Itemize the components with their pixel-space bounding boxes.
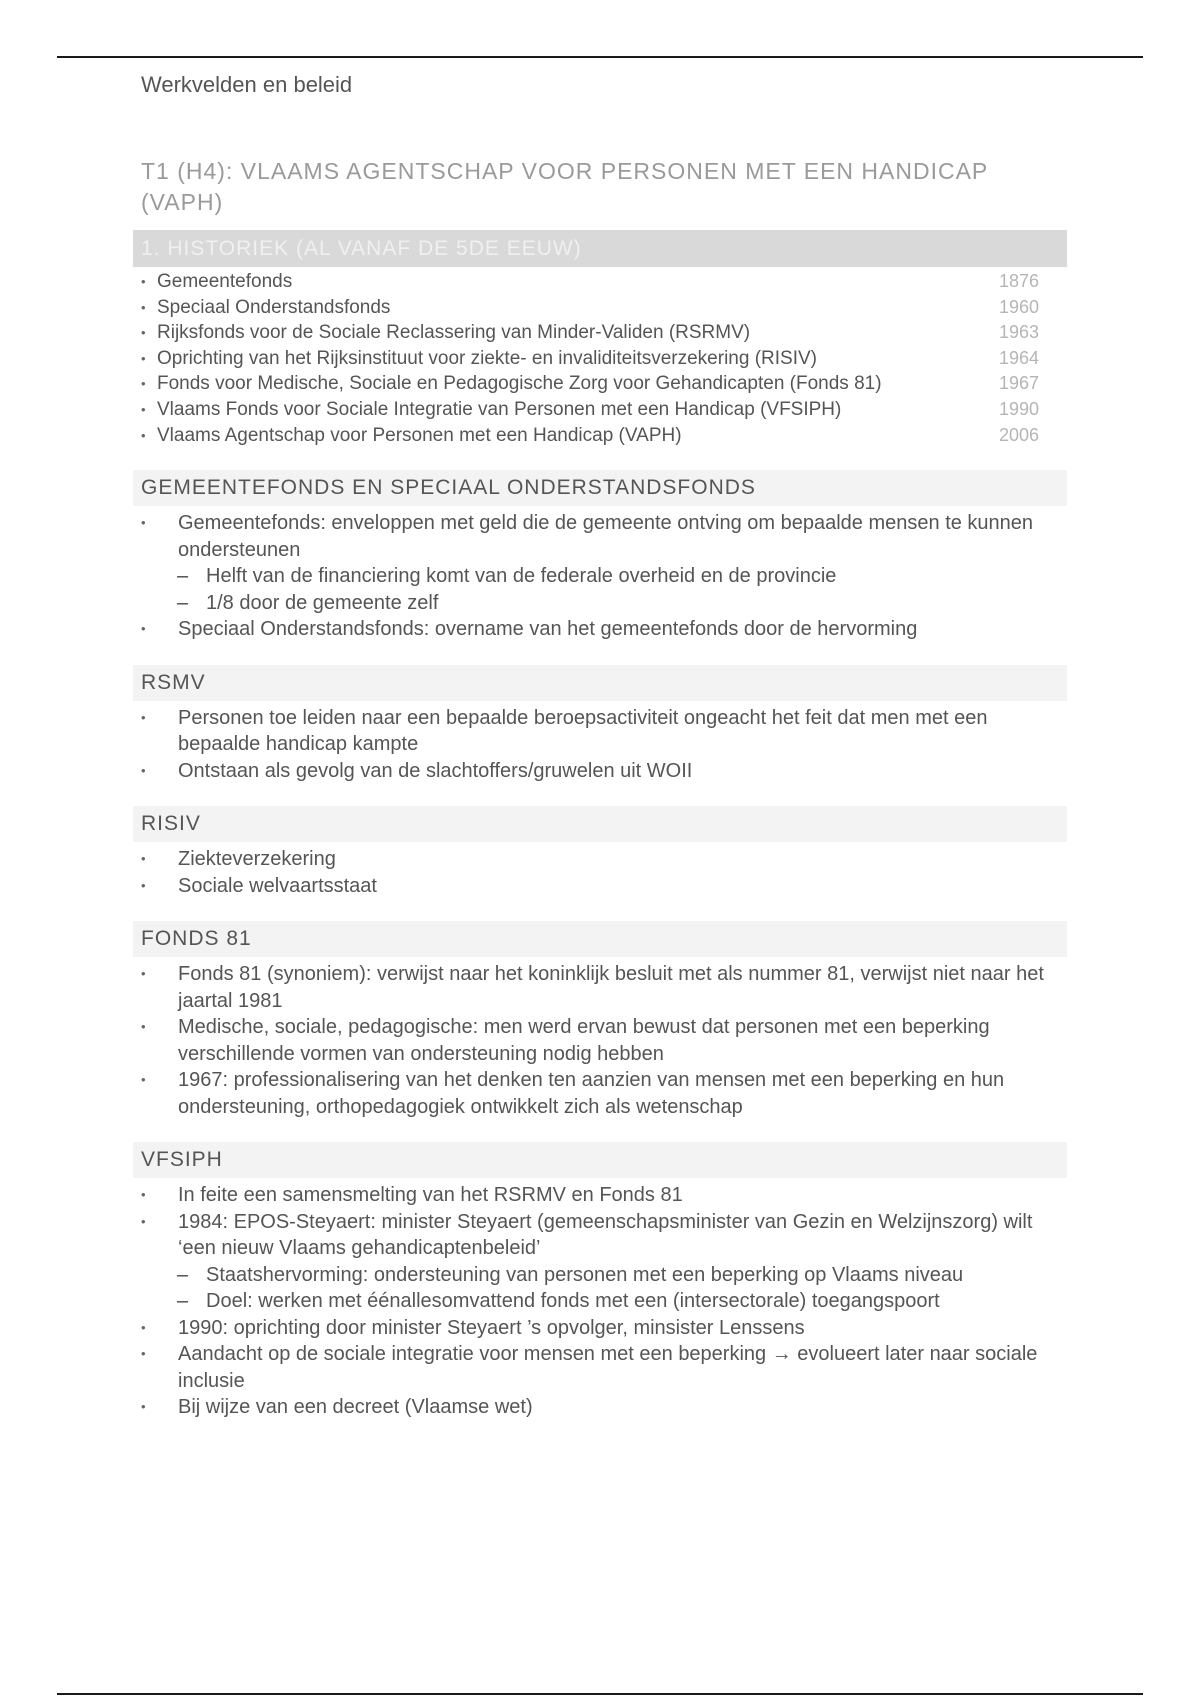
timeline-year: 2006 [998,424,1039,445]
bullet-text: Bij wijze van een decreet (Vlaamse wet) [178,1396,533,1419]
bullet-text: Sociale welvaartsstaat [178,874,377,897]
timeline-item [141,320,1067,346]
timeline-label: Vlaams Agentschap voor Personen met een Handicap (VAPH) [157,424,682,446]
sub-bullet-item: – Helft van de financiering komt van de federale overheid en de provincie [133,563,1067,590]
sub-bullet-item: – Doel: werken met éénallesomvattend fonds met een (intersectorale) toegangspoort [133,1288,1067,1315]
timeline-year: 1876 [998,271,1039,291]
bullet-text: Gemeentefonds: enveloppen met geld die de gemeente ontving om bepaalde mensen te kunnen ondersteunen [178,512,1034,561]
bullet-text: Medische, sociale, pedagogische: men werd ervan bewust dat personen met een beperking verschillende vormen van ondersteuning nodig hebben [178,1016,990,1065]
section-heading: RSMV [133,665,1067,701]
timeline-label: Speciaal Onderstandsfonds [157,296,391,318]
section-heading: RISIV [133,806,1067,842]
sub-bullet-list [133,563,1067,616]
bullet-item [133,1394,1067,1421]
timeline-item [141,346,1067,372]
bullet-item [133,1182,1067,1209]
bullet-item [133,758,1067,785]
bullet-text: 1990: oprichting door minister Steyaert ’s opvolger, minsister Lenssens [178,1316,805,1339]
bullet-item [133,1341,1067,1394]
timeline-item [141,295,1067,321]
bullet-text: Personen toe leiden naar een bepaalde beroepsactiviteit ongeacht het feit dat men met een bepaalde handicap kampte [178,706,988,756]
bullet-item [133,1014,1067,1067]
section-bullet-list [133,961,1067,1120]
timeline-label: Vlaams Fonds voor Sociale Integratie van Personen met een Handicap (VFSIPH) [157,398,842,420]
timeline-year: 1990 [998,398,1039,419]
sub-bullet-list [133,1262,1067,1315]
timeline-item [141,269,1067,295]
bullet-text: Ontstaan als gevolg van de slachtoffers/gruwelen uit WOII [178,759,693,782]
section-bullet-list [133,705,1067,785]
section-heading: VFSIPH [133,1142,1067,1178]
document-page [133,70,1067,1421]
bullet-text: Ziekteverzekering [178,848,336,871]
bullet-text: In feite een samensmelting van het RSRMV en Fonds 81 [178,1184,683,1207]
bullet-item [133,1315,1067,1342]
section-heading: GEMEENTEFONDS EN SPECIAAL ONDERSTANDSFONDS [133,470,1067,506]
timeline-item [141,371,1067,397]
section-bullet-list [133,846,1067,899]
section-heading: FONDS 81 [133,921,1067,957]
bullet-item [133,510,1067,563]
timeline-year: 1963 [998,322,1039,343]
timeline-year: 1967 [998,373,1039,394]
bullet-text: 1967: professionalisering van het denken ten aanzien van mensen met een beperking en hun ondersteuning, orthopedagogiek ontwikkelt zich als wetenschap [178,1069,1005,1118]
bullet-text: Speciaal Onderstandsfonds: overname van het gemeentefonds door de hervorming [178,618,918,641]
top-rule [57,56,1143,58]
bullet-text: Aandacht op de sociale integratie voor mensen met een beperking → evolueert later naar sociale inclusie [178,1343,1038,1392]
timeline-label: Rijksfonds voor de Sociale Reclassering van Minder-Validen (RSRMV) [157,322,751,344]
sub-bullet-item: – Staatshervorming: ondersteuning van personen met een beperking op Vlaams niveau [133,1262,1067,1289]
historiek-timeline [133,269,1067,448]
section-bullet-list [133,1182,1067,1421]
bullet-item [133,961,1067,1014]
bullet-item [133,616,1067,643]
bottom-rule [57,1693,1143,1695]
bullet-item [133,873,1067,900]
timeline-year: 1964 [998,347,1039,368]
sub-bullet-item: – 1/8 door de gemeente zelf [133,590,1067,617]
chapter-title: T1 (H4): VLAAMS AGENTSCHAP VOOR PERSONEN MET EEN HANDICAP (VAPH) [141,158,988,215]
timeline-label: Oprichting van het Rijksinstituut voor ziekte- en invaliditeitsverzekering (RISIV) [157,347,817,369]
section-bullet-list [133,510,1067,643]
historiek-heading: 1. HISTORIEK (AL VANAF DE 5DE EEUW) [133,230,1067,267]
document-header-title: Werkvelden en beleid [141,72,353,97]
timeline-label: Fonds voor Medische, Sociale en Pedagogische Zorg voor Gehandicapten (Fonds 81) [157,373,882,395]
bullet-item [133,705,1067,758]
sections-container [133,470,1067,1421]
timeline-item [141,423,1067,449]
timeline-label: Gemeentefonds [157,271,293,292]
bullet-item [133,1209,1067,1262]
timeline-year: 1960 [998,296,1039,317]
bullet-text: Fonds 81 (synoniem): verwijst naar het koninklijk besluit met als nummer 81, verwijst niet naar het jaartal 1981 [178,963,1044,1012]
bullet-item [133,1067,1067,1120]
bullet-item [133,846,1067,873]
timeline-item [141,397,1067,423]
bullet-text: 1984: EPOS-Steyaert: minister Steyaert (gemeenschapsminister van Gezin en Welzijnszorg) wilt ‘een nieuw Vlaams gehandicaptenbeleid’ [178,1210,1033,1260]
